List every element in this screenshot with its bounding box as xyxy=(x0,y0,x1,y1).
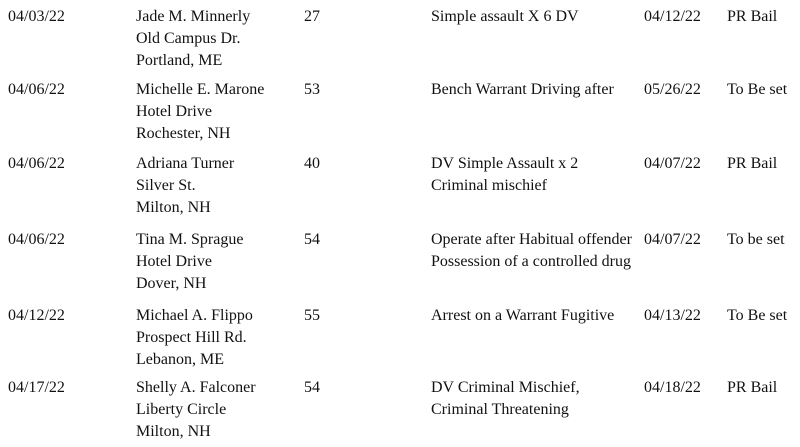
person-city: Rochester, NH xyxy=(136,125,231,142)
person-block xyxy=(136,153,234,219)
person-age: 54 xyxy=(304,231,320,248)
person-age: 55 xyxy=(304,307,320,324)
person-block xyxy=(136,305,253,371)
bail-status: PR Bail xyxy=(727,155,778,172)
record-row xyxy=(0,305,800,375)
person-city: Milton, NH xyxy=(136,199,211,216)
charge-line-2 xyxy=(431,28,579,50)
charge-line-1: DV Simple Assault x 2 xyxy=(431,155,579,172)
record-row xyxy=(0,377,800,447)
charge-block xyxy=(431,377,580,421)
arrest-date: 04/06/22 xyxy=(8,231,65,248)
arrest-date: 04/12/22 xyxy=(8,307,65,324)
charge-block xyxy=(431,305,614,349)
person-name: Tina M. Sprague xyxy=(136,231,244,248)
charge-line-1: Simple assault X 6 DV xyxy=(431,8,579,25)
charge-line-1: DV Criminal Mischief, xyxy=(431,379,580,396)
arrest-date: 04/03/22 xyxy=(8,8,65,25)
person-name: Michelle E. Marone xyxy=(136,81,265,98)
bail-status: PR Bail xyxy=(727,8,778,25)
arrest-date: 04/06/22 xyxy=(8,81,65,98)
person-street: Prospect Hill Rd. xyxy=(136,329,247,346)
record-row xyxy=(0,79,800,149)
person-block xyxy=(136,229,243,295)
person-street: Liberty Circle xyxy=(136,401,227,418)
person-name: Adriana Turner xyxy=(136,155,235,172)
person-name: Shelly A. Falconer xyxy=(136,379,256,396)
person-city: Portland, ME xyxy=(136,52,223,69)
court-date: 04/13/22 xyxy=(644,307,701,324)
court-date: 04/07/22 xyxy=(644,155,701,172)
person-name: Michael A. Flippo xyxy=(136,307,253,324)
charge-line-1: Operate after Habitual offender xyxy=(431,231,632,248)
charge-block xyxy=(431,229,632,273)
person-city: Milton, NH xyxy=(136,423,211,440)
bail-status: To be set xyxy=(727,231,785,248)
charge-line-2 xyxy=(431,327,614,349)
charge-line-2 xyxy=(431,101,614,123)
person-city: Dover, NH xyxy=(136,275,207,292)
court-date: 04/18/22 xyxy=(644,379,701,396)
charge-block xyxy=(431,79,614,123)
record-row xyxy=(0,229,800,299)
court-date: 04/07/22 xyxy=(644,231,701,248)
person-city: Lebanon, ME xyxy=(136,351,224,368)
charge-line-1: Arrest on a Warrant Fugitive xyxy=(431,307,615,324)
person-age: 53 xyxy=(304,81,320,98)
record-row xyxy=(0,153,800,223)
person-block xyxy=(136,79,264,145)
person-street: Hotel Drive xyxy=(136,103,212,120)
charge-line-2: Criminal Threatening xyxy=(431,401,569,418)
arrest-date: 04/06/22 xyxy=(8,155,65,172)
person-age: 54 xyxy=(304,379,320,396)
charge-block xyxy=(431,153,578,197)
court-date: 05/26/22 xyxy=(644,81,701,98)
bail-status: To Be set xyxy=(727,81,788,98)
person-street: Hotel Drive xyxy=(136,253,212,270)
charge-line-1: Bench Warrant Driving after xyxy=(431,81,614,98)
bail-status: To Be set xyxy=(727,307,788,324)
charge-line-2: Criminal mischief xyxy=(431,177,547,194)
record-row xyxy=(0,6,800,76)
charge-block xyxy=(431,6,579,50)
person-age: 40 xyxy=(304,155,320,172)
charge-line-2: Possession of a controlled drug xyxy=(431,253,631,270)
bail-status: PR Bail xyxy=(727,379,778,396)
person-block xyxy=(136,6,250,72)
person-street: Silver St. xyxy=(136,177,196,194)
person-street: Old Campus Dr. xyxy=(136,30,241,47)
arrest-date: 04/17/22 xyxy=(8,379,65,396)
person-block xyxy=(136,377,256,443)
person-name: Jade M. Minnerly xyxy=(136,8,251,25)
court-date: 04/12/22 xyxy=(644,8,701,25)
person-age: 27 xyxy=(304,8,320,25)
